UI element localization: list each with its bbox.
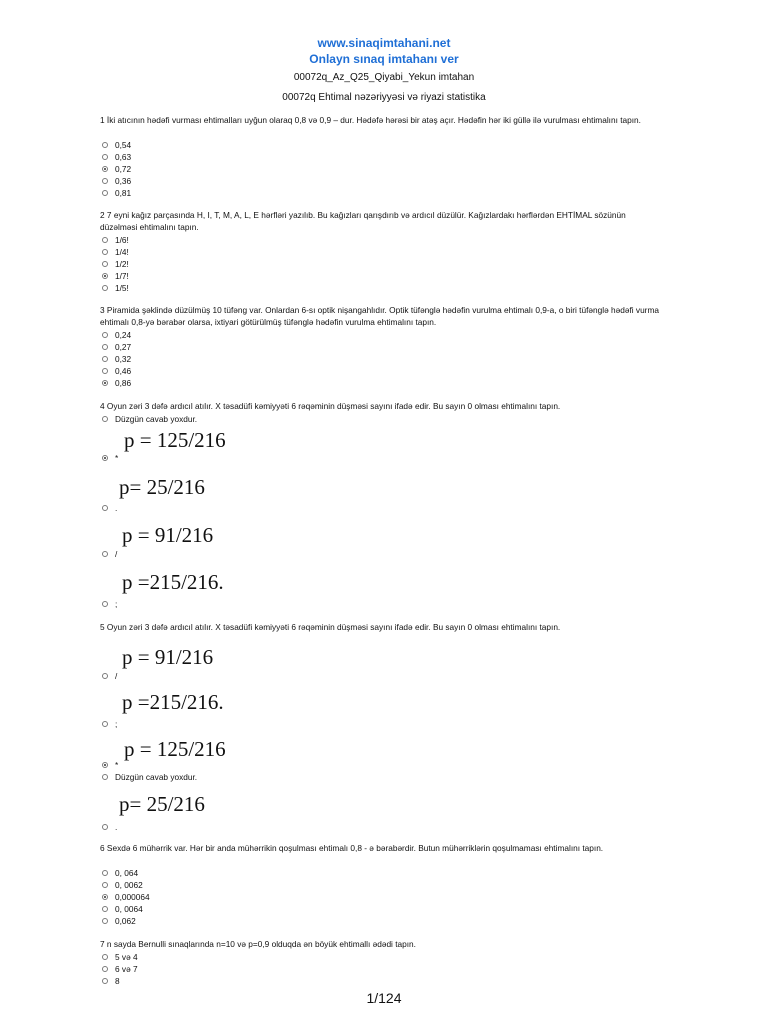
question-4-option-none[interactable]: Düzgün cavab yoxdur. (102, 413, 197, 425)
radio-button-icon[interactable] (102, 673, 108, 679)
question-5-image-option-1[interactable]: / (102, 670, 117, 682)
question-5-text: 5 Oyun zəri 3 dəfə ardıcıl atılır. X təsadüfi kəmiyyəti 6 rəqəminin düşməsi sayını ifadə edir. Bu sayın 0 olması ehtimalını tapın. (100, 622, 561, 632)
radio-button-icon[interactable] (102, 190, 108, 196)
question-5-image-option-4[interactable]: . (102, 821, 117, 833)
question-2-option-1[interactable]: 1/6! (102, 234, 129, 246)
radio-selected-icon[interactable] (102, 273, 108, 279)
radio-button-icon[interactable] (102, 954, 108, 960)
radio-selected-icon[interactable] (102, 455, 108, 461)
radio-selected-icon[interactable] (102, 166, 108, 172)
radio-button-icon[interactable] (102, 966, 108, 972)
question-2-text: 2 7 eyni kağız parçasında H, I, T, M, A, L, E hərfləri yazılıb. Bu kağızları qarışdırıb və ardıcıl düzülür. Kağızlardakı hərflərdən EHTİMAL sözünün düzəlməsi ehtimalını tapın. (100, 210, 626, 232)
radio-button-icon[interactable] (102, 368, 108, 374)
question-1-text: 1 İki atıcının hədəfi vurması ehtimalları uyğun olaraq 0,8 və 0,9 – dur. Hədəfə hərəsi bir atəş açır. Hədəfin hər iki güllə ilə vurulması ehtimalını tapın. (100, 115, 641, 125)
question-3-option-5[interactable]: 0,86 (102, 377, 131, 389)
question-4-formula-2: p= 25/216 (119, 475, 205, 499)
question-5-formula-1: p = 91/216 (122, 645, 214, 669)
question-1-option-1[interactable]: 0,54 (102, 139, 131, 151)
question-7-option-1[interactable]: 5 və 4 (102, 951, 138, 963)
question-6-option-3[interactable]: 0,000064 (102, 891, 150, 903)
radio-button-icon[interactable] (102, 551, 108, 557)
radio-button-icon[interactable] (102, 285, 108, 291)
question-2-option-2[interactable]: 1/4! (102, 246, 129, 258)
radio-button-icon[interactable] (102, 237, 108, 243)
radio-button-icon[interactable] (102, 344, 108, 350)
question-3-option-2[interactable]: 0,27 (102, 341, 131, 353)
question-4-image-option-2[interactable]: . (102, 502, 117, 514)
question-3-option-1[interactable]: 0,24 (102, 329, 131, 341)
radio-button-icon[interactable] (102, 154, 108, 160)
question-4-image-option-4[interactable]: ; (102, 598, 117, 610)
question-5-image-option-3[interactable]: * (102, 759, 118, 771)
question-6-text: 6 Sexdə 6 mühərrik var. Hər bir anda mühərrikin qoşulması ehtimalı 0,8 - ə bərabərdir. Butun mühərriklərin qoşulmaması ehtimalını tapın. (100, 843, 604, 853)
question-6-option-2[interactable]: 0, 0062 (102, 879, 143, 891)
question-4-formula-4: p =215/216. (122, 570, 224, 594)
question-3-text: 3 Piramida şəklində düzülmüş 10 tüfəng var. Onlardan 6-sı optik nişangahlıdır. Optik tüfənglə hədəfin vurulma ehtimalı 0,9-a, o biri tüfənglə hədəfi vurma ehtimalı 0,8-yə bərabər olarsa, ixtiyari götürülmüş tüfənglə hədəfin vurulma ehtimalını tapın. (100, 305, 659, 327)
question-5-option-none[interactable]: Düzgün cavab yoxdur. (102, 771, 197, 783)
question-5-formula-3: p = 125/216 (124, 737, 226, 761)
question-1-option-2[interactable]: 0,63 (102, 151, 131, 163)
radio-button-icon[interactable] (102, 824, 108, 830)
question-6-option-5[interactable]: 0,062 (102, 915, 136, 927)
question-3-option-4[interactable]: 0,46 (102, 365, 131, 377)
question-4-formula-1: p = 125/216 (124, 428, 226, 452)
radio-button-icon[interactable] (102, 870, 108, 876)
question-4-image-option-3[interactable]: / (102, 548, 117, 560)
question-2-option-3[interactable]: 1/2! (102, 258, 129, 270)
question-5-formula-2: p =215/216. (122, 690, 224, 714)
radio-button-icon[interactable] (102, 261, 108, 267)
question-2-option-5[interactable]: 1/5! (102, 282, 129, 294)
question-5-formula-4: p= 25/216 (119, 792, 205, 816)
radio-button-icon[interactable] (102, 906, 108, 912)
radio-button-icon[interactable] (102, 978, 108, 984)
radio-button-icon[interactable] (102, 882, 108, 888)
question-2-option-4[interactable]: 1/7! (102, 270, 129, 282)
site-tagline[interactable]: Onlayn sınaq imtahanı ver (309, 52, 459, 66)
radio-selected-icon[interactable] (102, 380, 108, 386)
radio-button-icon[interactable] (102, 774, 108, 780)
question-1-option-4[interactable]: 0,36 (102, 175, 131, 187)
question-7-text: 7 n sayda Bernulli sınaqlarında n=10 və p=0,9 olduqda ən böyük ehtimallı ədədi tapın. (100, 939, 416, 949)
question-1-option-3[interactable]: 0,72 (102, 163, 131, 175)
radio-button-icon[interactable] (102, 601, 108, 607)
exam-code: 00072q_Az_Q25_Qiyabi_Yekun imtahan (293, 72, 475, 83)
radio-button-icon[interactable] (102, 918, 108, 924)
question-4-formula-3: p = 91/216 (122, 523, 214, 547)
question-4-text: 4 Oyun zəri 3 dəfə ardıcıl atılır. X təsadüfi kəmiyyəti 6 rəqəminin düşməsi sayını ifadə edir. Bu sayın 0 olması ehtimalını tapın. (100, 401, 561, 411)
radio-button-icon[interactable] (102, 142, 108, 148)
question-1-option-5[interactable]: 0,81 (102, 187, 131, 199)
radio-button-icon[interactable] (102, 505, 108, 511)
site-link[interactable]: www.sinaqimtahani.net (317, 36, 451, 50)
radio-selected-icon[interactable] (102, 894, 108, 900)
radio-button-icon[interactable] (102, 416, 108, 422)
question-6-option-1[interactable]: 0, 064 (102, 867, 138, 879)
question-4-image-option-1[interactable]: * (102, 452, 118, 464)
radio-button-icon[interactable] (102, 721, 108, 727)
question-7-option-3[interactable]: 8 (102, 975, 120, 987)
radio-selected-icon[interactable] (102, 762, 108, 768)
radio-button-icon[interactable] (102, 356, 108, 362)
radio-button-icon[interactable] (102, 178, 108, 184)
exam-subject: 00072q Ehtimal nəzəriyyəsi və riyazi statistika (282, 92, 486, 103)
question-7-option-2[interactable]: 6 və 7 (102, 963, 138, 975)
question-6-option-4[interactable]: 0, 0064 (102, 903, 143, 915)
question-5-image-option-2[interactable]: ; (102, 718, 117, 730)
radio-button-icon[interactable] (102, 249, 108, 255)
radio-button-icon[interactable] (102, 332, 108, 338)
page-number: 1/124 (366, 990, 402, 1006)
question-3-option-3[interactable]: 0,32 (102, 353, 131, 365)
